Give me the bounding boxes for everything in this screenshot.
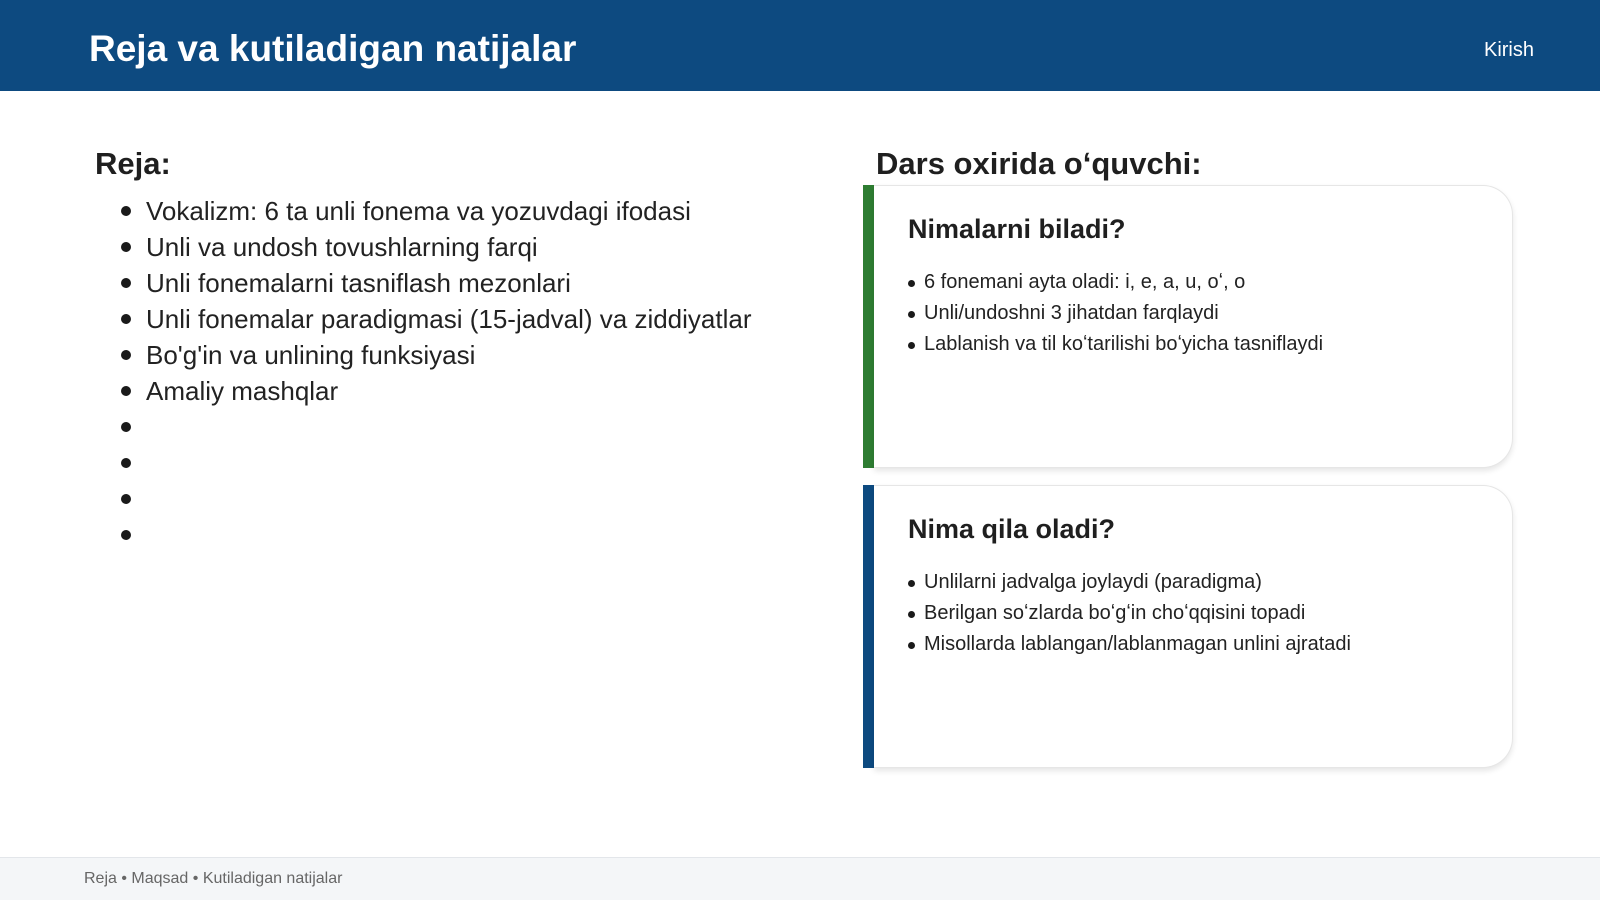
- card-accent-bar: [863, 485, 874, 768]
- header-bar: [0, 0, 1600, 91]
- card-item: Misollarda lablangan/lablanmagan unlini ajratadi: [908, 629, 1351, 660]
- outcomes-title: Dars oxirida oʻquvchi:: [876, 146, 1202, 181]
- plan-item-empty: [121, 445, 752, 481]
- plan-list: [121, 193, 752, 553]
- card-item: Unli/undoshni 3 jihatdan farqlaydi: [908, 298, 1323, 329]
- card-heading: Nimalarni biladi?: [908, 214, 1126, 244]
- plan-item-empty: [121, 481, 752, 517]
- plan-item: Unli va undosh tovushlarning farqi: [121, 229, 752, 265]
- plan-item: Vokalizm: 6 ta unli fonema va yozuvdagi ifodasi: [121, 193, 752, 229]
- card-item: Lablanish va til koʻtarilishi boʻyicha tasniflaydi: [908, 329, 1323, 360]
- card-item: Unlilarni jadvalga joylaydi (paradigma): [908, 567, 1351, 598]
- plan-item: Amaliy mashqlar: [121, 373, 752, 409]
- footer-bar: [0, 857, 1600, 900]
- card-item: 6 fonemani ayta oladi: i, e, a, u, oʻ, o: [908, 267, 1323, 298]
- card-body: [874, 185, 1513, 468]
- card-item: Berilgan soʻzlarda boʻgʻin choʻqqisini topadi: [908, 598, 1351, 629]
- page-title: Reja va kutiladigan natijalar: [89, 28, 577, 69]
- card-body: [874, 485, 1513, 768]
- knowledge-card: [863, 185, 1513, 468]
- skills-card: [863, 485, 1513, 768]
- card-list: [908, 567, 1351, 660]
- plan-item-empty: [121, 409, 752, 445]
- footer-breadcrumb: Reja • Maqsad • Kutiladigan natijalar: [84, 870, 343, 887]
- plan-item: Unli fonemalar paradigmasi (15-jadval) va ziddiyatlar: [121, 301, 752, 337]
- card-heading: Nima qila oladi?: [908, 514, 1116, 544]
- card-list: [908, 267, 1323, 360]
- section-label: Kirish: [1483, 39, 1534, 61]
- plan-item: Unli fonemalarni tasniflash mezonlari: [121, 265, 752, 301]
- plan-item: Bo'g'in va unlining funksiyasi: [121, 337, 752, 373]
- plan-item-empty: [121, 517, 752, 553]
- plan-title: Reja:: [95, 146, 171, 181]
- card-accent-bar: [863, 185, 874, 468]
